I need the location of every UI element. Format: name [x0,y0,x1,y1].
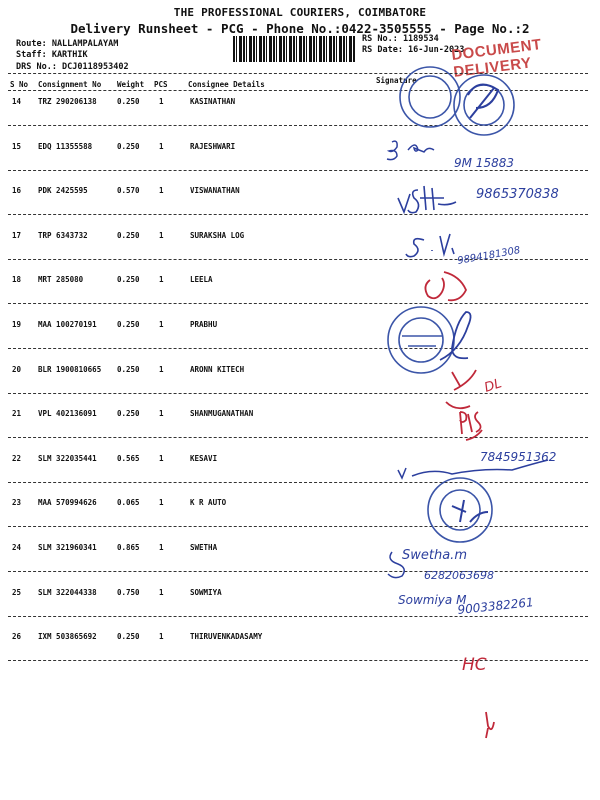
weight-cell: 0.250 [117,365,140,374]
handwritten-row25-name: Sowmiya M [398,593,467,607]
signature-row-20 [446,370,476,408]
sno-cell: 24 [12,543,22,552]
sno-cell: 19 [12,320,22,329]
consignment-cell: SLM 321960341 [38,543,97,552]
consignment-cell: TRP 6343732 [38,231,88,240]
sno-cell: 23 [12,498,22,507]
signature-row-17 [406,234,454,257]
col-consignee: Consignee Details [188,80,265,89]
consignment-cell: PDK 2425595 [38,186,88,195]
runsheet-title: Delivery Runsheet - PCG - Phone No.:0422-3505555 - Page No.:2 [70,21,530,36]
weight-cell: 0.865 [117,543,140,552]
col-weight: Weight [117,80,145,89]
consignee-cell: ARONN KITECH [190,365,245,374]
pcs-cell: 1 [159,186,164,195]
handwritten-row22: 7845951362 [480,450,557,464]
weight-cell: 0.250 [117,409,140,418]
col-consignment: Consignment No [38,80,102,89]
consignee-cell: K R AUTO [190,498,227,507]
weight-cell: 0.250 [117,231,140,240]
weight-cell: 0.250 [117,275,140,284]
consignment-cell: BLR 1900810665 [38,365,102,374]
sno-cell: 21 [12,409,22,418]
pcs-cell: 1 [159,454,164,463]
handwritten-row24-name: Swetha.m [402,548,467,563]
consignee-cell: LEELA [190,275,213,284]
sno-cell: 17 [12,231,22,240]
handwritten-row24-phone: 6282063698 [424,569,494,582]
document-delivery-stamp: DOCUMENT DELIVERY [450,36,543,81]
sno-cell: 14 [12,97,22,106]
signature-row-21 [460,412,482,440]
consignment-cell: VPL 402136091 [38,409,97,418]
pcs-cell: 1 [159,275,164,284]
handwritten-row26: HC [462,655,487,675]
consignee-cell: SURAKSHA LOG [190,231,245,240]
consignee-cell: SWETHA [190,543,218,552]
sno-cell: 25 [12,588,22,597]
drs-number: DRS No.: DCJ0118953402 [16,62,129,72]
consignee-cell: KASINATHAN [190,97,236,106]
pcs-cell: 1 [159,97,164,106]
red-mark-bottom [486,712,494,738]
consignee-cell: SOWMIYA [190,588,222,597]
pcs-cell: 1 [159,409,164,418]
sno-cell: 15 [12,142,22,151]
rs-number: RS No.: 1189534 [362,34,439,44]
sno-cell: 26 [12,632,22,641]
pcs-cell: 1 [159,588,164,597]
weight-cell: 0.750 [117,588,140,597]
col-pcs: PCS [154,80,168,89]
handwritten-row16: 9865370838 [476,187,559,202]
consignee-cell: KESAVI [190,454,218,463]
weight-cell: 0.565 [117,454,140,463]
products-stamp [388,307,471,373]
kr-auto-stamp [428,478,492,542]
rs-date: RS Date: 16-Jun-2023 [362,45,465,55]
consignment-cell: MRT 285080 [38,275,84,284]
consignment-cell: IXM 503865692 [38,632,97,641]
signature-row-18 [425,272,466,300]
coimbatore-stamp [400,67,514,135]
consignment-cell: SLM 322044338 [38,588,97,597]
handwritten-row20: DL [482,376,504,396]
sno-cell: 20 [12,365,22,374]
weight-cell: 0.250 [117,97,140,106]
col-sno: S No [10,80,29,89]
consignee-cell: RAJESHWARI [190,142,236,151]
handwritten-row15: 9M 15883 [454,156,514,170]
company-heading: THE PROFESSIONAL COURIERS, COIMBATORE [173,6,427,19]
pcs-cell: 1 [159,231,164,240]
sno-cell: 22 [12,454,22,463]
consignment-cell: MAA 100270191 [38,320,97,329]
route-label: Route: NALLAMPALAYAM [16,39,119,49]
pcs-cell: 1 [159,632,164,641]
pcs-cell: 1 [159,142,164,151]
handwritten-row17: 9894181308 [456,245,522,267]
consignee-cell: THIRUVENKADASAMY [190,632,263,641]
sno-cell: 16 [12,186,22,195]
consignee-cell: PRABHU [190,320,218,329]
consignee-cell: VISWANATHAN [190,186,240,195]
col-signature: Signature [376,76,417,85]
consignment-cell: MAA 570994626 [38,498,97,507]
pcs-cell: 1 [159,320,164,329]
pcs-cell: 1 [159,365,164,374]
consignment-cell: TRZ 290206138 [38,97,97,106]
handwritten-row25-phone: 9003382261 [456,595,535,617]
consignment-cell: EDQ 11355588 [38,142,93,151]
consignment-cell: SLM 322035441 [38,454,97,463]
sno-cell: 18 [12,275,22,284]
signature-row-16 [398,186,456,213]
signature-row-15 [387,141,434,159]
weight-cell: 0.250 [117,632,140,641]
pcs-cell: 1 [159,498,164,507]
weight-cell: 0.250 [117,320,140,329]
weight-cell: 0.250 [117,142,140,151]
weight-cell: 0.570 [117,186,140,195]
weight-cell: 0.065 [117,498,140,507]
consignee-cell: SHANMUGANATHAN [190,409,254,418]
pcs-cell: 1 [159,543,164,552]
staff-label: Staff: KARTHIK [16,50,88,60]
